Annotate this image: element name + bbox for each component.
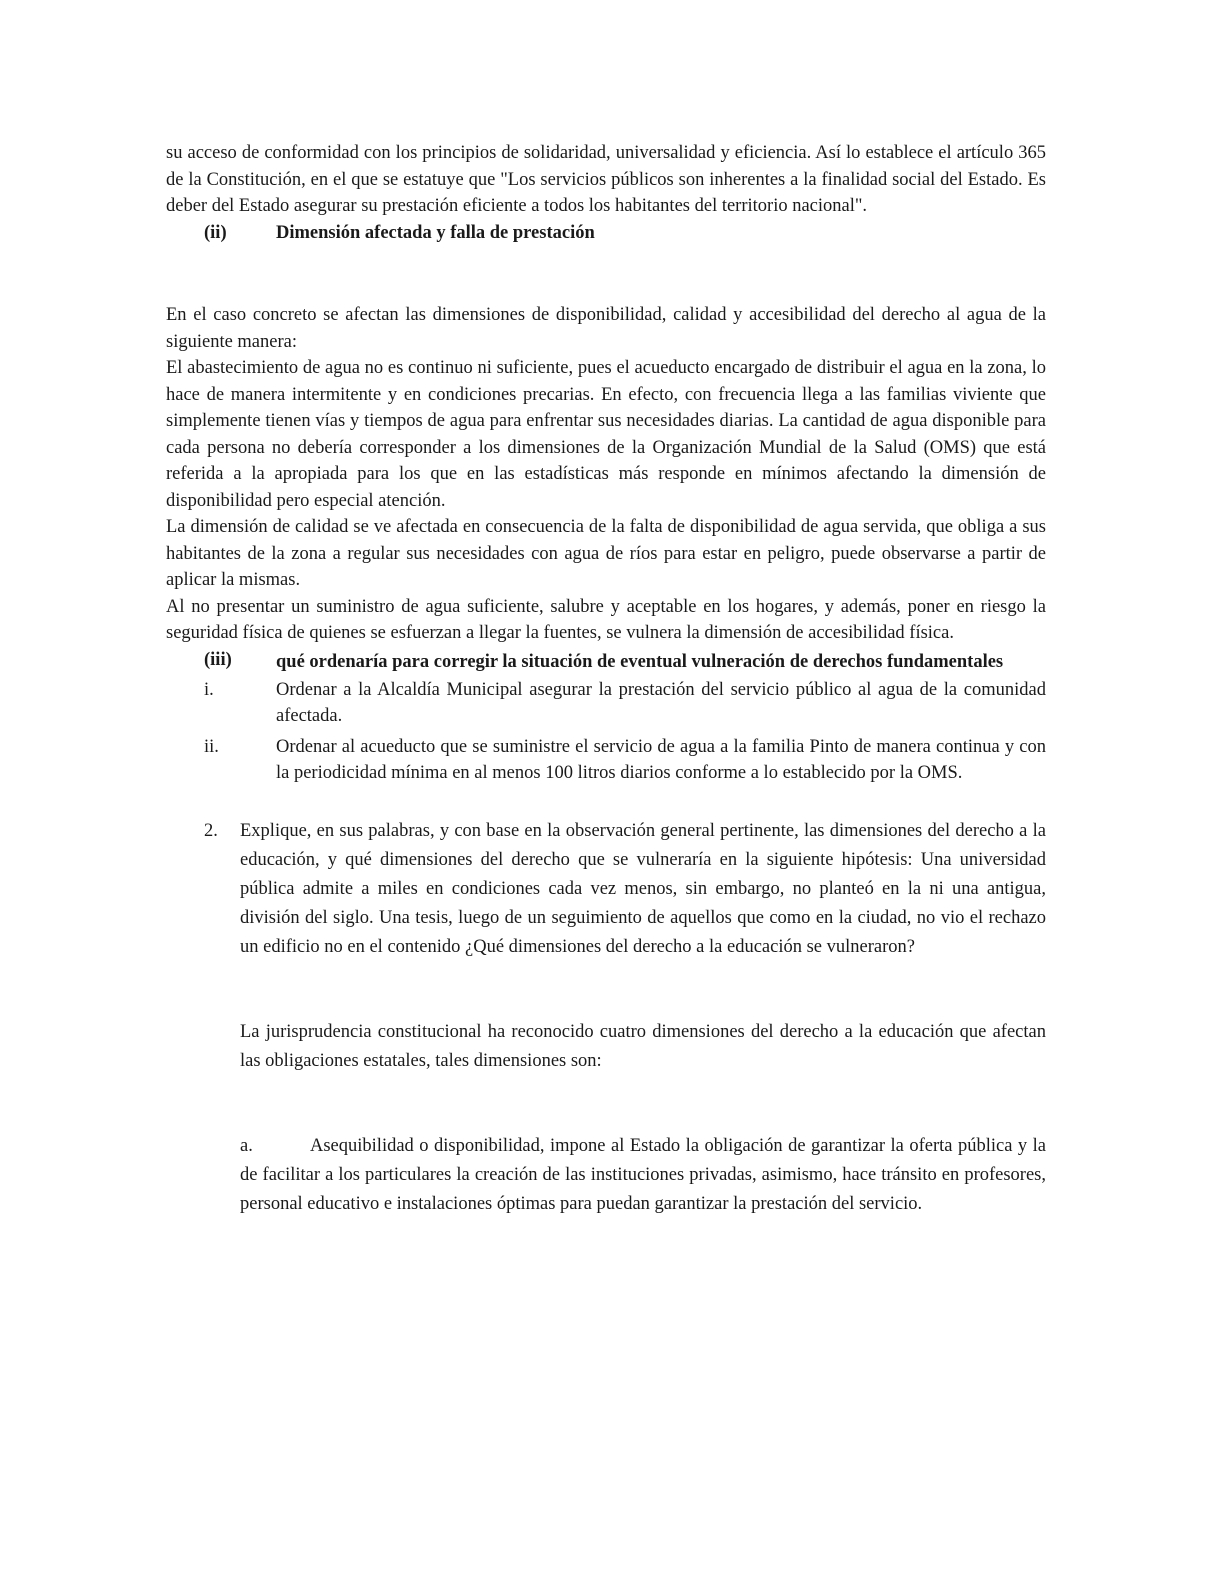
spacer <box>166 787 1046 817</box>
paragraph-availability: El abastecimiento de agua no es continuo ni suficiente, pues el acueducto encargado de distribuir el agua en la zona, lo hace de manera intermitente y en condiciones precarias. En efecto, con frecuencia llega a las familias viviente que simplemente tienen vías y tiempos de agua para enfrentar sus necesidades diarias. La cantidad de agua disponible para cada persona no debería corresponder a los dimensiones de la Organización Mundial de la Salud (OMS) que está referida a la apropiada para los que en las estadísticas más responde en mínimos afectando la dimensión de disponibilidad pero especial atención. <box>166 358 1046 511</box>
answer-block <box>240 1018 1046 1219</box>
document-body <box>166 140 1046 1219</box>
question-2 <box>204 817 1046 962</box>
paragraph-dimensions: En el caso concreto se afectan las dimensiones de disponibilidad, calidad y accesibilidad del derecho al agua de la siguiente manera: <box>166 305 1046 352</box>
list-item-number: ii. <box>204 736 219 757</box>
section-number: (iii) <box>204 649 232 670</box>
section-heading-ii <box>204 220 1046 247</box>
list-item-text: Ordenar a la Alcaldía Municipal asegurar la prestación del servicio público al agua de la comunidad afectada. <box>276 679 1046 726</box>
question-text: Explique, en sus palabras, y con base en la observación general pertinente, las dimensiones del derecho a la educación, y qué dimensiones del derecho que se vulneraría en la siguiente hipótesis: Una universidad pública admite a miles en condiciones cada vez menos, sin embargo, no planteó en la ni una antigua, división del siglo. Una tesis, luego de un seguimiento de aquellos que como en la ciudad, no vio el rechazo un edificio no en el contenido ¿Qué dimensiones del derecho a la educación se vulneraron? <box>240 820 1046 957</box>
paragraph-access: Al no presentar un suministro de agua suficiente, salubre y aceptable en los hogares, y además, poner en riesgo la seguridad física de quienes se esfuerzan a llegar la fuentes, se vulnera la dimensión de accesibilidad física. <box>166 596 1046 643</box>
section-title: qué ordenaría para corregir la situación de eventual vulneración de derechos fundamentales <box>276 651 1004 672</box>
spacer <box>166 992 1046 1018</box>
answer-item-number: a. <box>240 1135 253 1156</box>
answer-item-body: Asequibilidad o disponibilidad, impone al Estado la obligación de garantizar la oferta pública y la de facilitar a los particulares la creación de las instituciones privadas, asimismo, hace tránsito en profesores, personal educativo e instalaciones óptimas para puedan garantizar la prestación del servicio. <box>240 1135 1046 1214</box>
list-item-text: Ordenar al acueducto que se suministre el servicio de agua a la familia Pinto de manera continua y con la periodicidad mínima en al menos 100 litros diarios conforme a lo establecido por la OMS. <box>276 736 1046 783</box>
list-item <box>204 734 1046 787</box>
answer-intro: La jurisprudencia constitucional ha reconocido cuatro dimensiones del derecho a la educación que afectan las obligaciones estatales, tales dimensiones son: <box>240 1021 1046 1071</box>
paragraph-quality: La dimensión de calidad se ve afectada en consecuencia de la falta de disponibilidad de agua servida, que obliga a sus habitantes de la zona a regular sus necesidades con agua de ríos para estar en peligro, puede observarse a partir de aplicar la mismas. <box>166 517 1046 590</box>
answer-item-text <box>240 1132 1046 1219</box>
spacer <box>166 276 1046 302</box>
spacer <box>166 962 1046 992</box>
section-number: (ii) <box>204 222 227 243</box>
list-item-number: i. <box>204 679 214 700</box>
paragraph-intro: su acceso de conformidad con los principios de solidaridad, universalidad y eficiencia. Así lo establece el artículo 365 de la Constitución, en el que se estatuye que "Los servicios públicos son inherentes a la finalidad social del Estado. Es deber del Estado asegurar su prestación eficiente a todos los habitantes del territorio nacional". <box>166 143 1046 216</box>
answer-item-a <box>240 1132 1046 1219</box>
section-heading-iii <box>204 647 1046 677</box>
section-title: Dimensión afectada y falla de prestación <box>276 222 595 243</box>
spacer <box>240 1076 1046 1106</box>
spacer <box>166 246 1046 276</box>
list-item <box>204 677 1046 730</box>
spacer <box>240 1106 1046 1132</box>
question-number: 2. <box>204 820 218 841</box>
